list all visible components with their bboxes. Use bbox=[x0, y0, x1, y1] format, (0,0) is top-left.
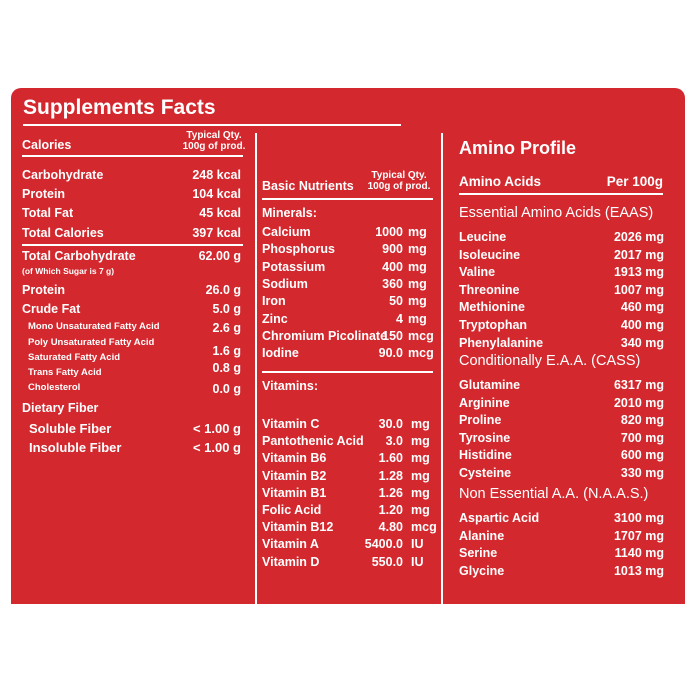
calorie-row-label: Carbohydrate bbox=[22, 168, 104, 182]
vitamin-unit: IU bbox=[411, 554, 424, 569]
fatty-acid-label: Mono Unsaturated Fatty Acid bbox=[28, 321, 160, 332]
amino-acid-label: Alanine bbox=[459, 528, 505, 543]
title-underline bbox=[23, 124, 401, 126]
amino-acid-label: Proline bbox=[459, 413, 502, 428]
fatty-acid-value: 1.6 g bbox=[212, 344, 241, 358]
vitamin-label: Vitamin B6 bbox=[262, 451, 327, 466]
amino-acids-header: Amino Acids bbox=[459, 174, 542, 189]
column-divider-right bbox=[441, 133, 443, 604]
mineral-unit: mcg bbox=[408, 328, 434, 343]
amino-section-title: Conditionally E.A.A. (CASS) bbox=[459, 353, 641, 369]
vitamin-unit: mg bbox=[411, 417, 430, 431]
calorie-row-label: Total Fat bbox=[22, 206, 74, 220]
vitamin-unit: mcg bbox=[411, 520, 437, 535]
calorie-row-label: Protein bbox=[22, 187, 66, 201]
amino-acid-label: Aspartic Acid bbox=[459, 511, 540, 525]
amino-acid-value: 460 mg bbox=[620, 300, 664, 315]
amino-acid-value: 330 mg bbox=[620, 466, 664, 480]
amino-section-title: Non Essential A.A. (N.A.A.S.) bbox=[459, 486, 649, 502]
amino-acid-label: Phenylalanine bbox=[459, 335, 544, 350]
amino-acid-label: Threonine bbox=[459, 282, 520, 297]
panel-title: Supplements Facts bbox=[23, 96, 216, 119]
total-calories-rule bbox=[22, 244, 243, 246]
vitamin-unit: mg bbox=[411, 434, 430, 449]
amino-acid-value: 1140 mg bbox=[614, 546, 664, 561]
vitamin-label: Pantothenic Acid bbox=[262, 434, 364, 449]
vitamin-value: 30.0 bbox=[378, 417, 403, 431]
vitamin-value: 3.0 bbox=[385, 434, 403, 449]
calorie-row-label: Total Calories bbox=[22, 226, 104, 240]
mineral-value: 50 bbox=[389, 294, 403, 309]
calorie-row-value: 397 kcal bbox=[192, 226, 241, 240]
mineral-value: 90.0 bbox=[378, 346, 403, 361]
supplement-facts-panel bbox=[11, 88, 685, 604]
amino-acid-value: 2026 mg bbox=[613, 230, 664, 244]
amino-acid-value: 1707 mg bbox=[613, 528, 664, 543]
fatty-acid-label: Poly Unsaturated Fatty Acid bbox=[28, 337, 155, 348]
calorie-row-value: 248 kcal bbox=[192, 168, 241, 182]
fatty-acid-label: Cholesterol bbox=[28, 382, 81, 393]
protein-value: 26.0 g bbox=[205, 283, 241, 297]
fiber-label: Insoluble Fiber bbox=[29, 440, 122, 455]
mineral-unit: mg bbox=[408, 242, 427, 257]
fatty-acid-label: Trans Fatty Acid bbox=[28, 367, 102, 378]
mineral-label: Calcium bbox=[262, 225, 311, 239]
vitamin-label: Vitamin B12 bbox=[262, 520, 334, 535]
vitamin-unit: mg bbox=[411, 503, 430, 517]
amino-acid-value: 600 mg bbox=[620, 448, 664, 463]
fatty-acid-label: Saturated Fatty Acid bbox=[28, 352, 121, 363]
amino-section-title: Essential Amino Acids (EAAS) bbox=[459, 205, 654, 221]
amino-acid-value: 400 mg bbox=[620, 318, 664, 332]
mineral-label: Chromium Picolinate bbox=[262, 328, 388, 343]
amino-acid-value: 1013 mg bbox=[613, 563, 664, 578]
calories-header: Calories bbox=[22, 138, 72, 152]
amino-acid-label: Methionine bbox=[459, 300, 525, 315]
vitamin-label: Vitamin B2 bbox=[262, 468, 327, 483]
mineral-unit: mcg bbox=[408, 346, 434, 361]
vitamin-value: 1.26 bbox=[378, 485, 403, 500]
amino-acid-value: 340 mg bbox=[620, 335, 664, 350]
amino-acid-label: Isoleucine bbox=[459, 247, 521, 262]
vitamin-label: Folic Acid bbox=[262, 503, 322, 517]
vitamin-value: 1.60 bbox=[378, 451, 403, 466]
vitamin-unit: mg bbox=[411, 468, 430, 483]
amino-profile-title: Amino Profile bbox=[459, 138, 577, 158]
mineral-unit: mg bbox=[408, 294, 427, 309]
vitamin-value: 4.80 bbox=[378, 520, 403, 535]
mineral-unit: mg bbox=[408, 225, 427, 239]
amino-acid-value: 2010 mg bbox=[613, 395, 664, 410]
vitamin-label: Vitamin B1 bbox=[262, 485, 327, 500]
mineral-label: Phosphorus bbox=[262, 242, 335, 257]
carbohydrate-label: Total Carbohydrate bbox=[22, 249, 136, 263]
vitamin-value: 1.28 bbox=[378, 468, 403, 483]
dietary-fiber-label: Dietary Fiber bbox=[22, 401, 99, 415]
nutrients-header-rule bbox=[262, 198, 433, 200]
amino-acid-value: 2017 mg bbox=[613, 247, 664, 262]
amino-acid-label: Tryptophan bbox=[459, 318, 528, 332]
amino-acid-label: Cysteine bbox=[459, 466, 512, 480]
mineral-label: Potassium bbox=[262, 259, 326, 274]
nutrients-qty-header: Typical Qty. 100g of prod. bbox=[367, 170, 431, 192]
mineral-unit: mg bbox=[408, 276, 427, 291]
nutrients-header: Basic Nutrients bbox=[262, 179, 354, 193]
mineral-label: Sodium bbox=[262, 276, 308, 291]
amino-acid-value: 3100 mg bbox=[613, 511, 664, 525]
mineral-unit: mg bbox=[408, 259, 427, 274]
calorie-row-value: 45 kcal bbox=[199, 206, 241, 220]
amino-acid-value: 700 mg bbox=[620, 430, 664, 445]
mineral-label: Iron bbox=[262, 294, 286, 309]
amino-acid-value: 6317 mg bbox=[613, 378, 664, 392]
amino-acid-label: Leucine bbox=[459, 230, 507, 244]
column-divider-left bbox=[255, 133, 257, 604]
vitamin-value: 5400.0 bbox=[364, 537, 403, 552]
amino-acid-value: 1913 mg bbox=[613, 265, 664, 280]
mineral-unit: mg bbox=[408, 311, 427, 326]
mineral-value: 1000 bbox=[375, 225, 403, 239]
amino-header-rule bbox=[459, 193, 663, 195]
crude-fat-value: 5.0 g bbox=[212, 302, 241, 316]
carbohydrate-value: 62.00 g bbox=[198, 249, 241, 263]
vitamin-unit: mg bbox=[411, 485, 430, 500]
minerals-rule bbox=[262, 371, 433, 373]
vitamin-label: Vitamin A bbox=[262, 537, 319, 552]
amino-acid-label: Valine bbox=[459, 265, 496, 280]
fatty-acid-value: 0.8 g bbox=[212, 361, 241, 375]
fiber-value: < 1.00 g bbox=[192, 421, 241, 436]
mineral-value: 4 bbox=[396, 311, 403, 326]
mineral-value: 900 bbox=[382, 242, 403, 257]
per-100g-header: Per 100g bbox=[606, 174, 663, 189]
mineral-label: Zinc bbox=[262, 311, 288, 326]
amino-acid-label: Serine bbox=[459, 546, 498, 561]
mineral-value: 360 bbox=[382, 276, 403, 291]
sugar-note: (of Which Sugar is 7 g) bbox=[22, 266, 115, 276]
calorie-row-value: 104 kcal bbox=[192, 187, 241, 201]
crude-fat-label: Crude Fat bbox=[22, 302, 81, 316]
vitamin-value: 550.0 bbox=[371, 554, 403, 569]
vitamin-unit: mg bbox=[411, 451, 430, 466]
protein-label: Protein bbox=[22, 283, 66, 297]
amino-acid-label: Histidine bbox=[459, 448, 512, 463]
fiber-label: Soluble Fiber bbox=[29, 421, 112, 436]
amino-acid-label: Glutamine bbox=[459, 378, 521, 392]
vitamin-label: Vitamin C bbox=[262, 417, 320, 431]
vitamin-unit: IU bbox=[411, 537, 424, 552]
calories-header-rule bbox=[22, 155, 243, 157]
mineral-value: 400 bbox=[382, 259, 403, 274]
minerals-label: Minerals: bbox=[262, 206, 317, 220]
mineral-label: Iodine bbox=[262, 346, 299, 361]
amino-acid-value: 1007 mg bbox=[613, 282, 664, 297]
vitamin-value: 1.20 bbox=[378, 503, 403, 517]
amino-acid-label: Glycine bbox=[459, 563, 505, 578]
amino-acid-label: Arginine bbox=[459, 395, 510, 410]
fiber-value: < 1.00 g bbox=[192, 440, 241, 455]
mineral-value: 150 bbox=[382, 328, 403, 343]
fatty-acid-value: 2.6 g bbox=[212, 321, 241, 335]
vitamins-label: Vitamins: bbox=[262, 379, 319, 393]
fatty-acid-value: 0.0 g bbox=[212, 382, 241, 396]
vitamin-label: Vitamin D bbox=[262, 554, 320, 569]
calories-qty-header: Typical Qty. 100g of prod. bbox=[182, 130, 246, 152]
amino-acid-value: 820 mg bbox=[620, 413, 664, 428]
amino-acid-label: Tyrosine bbox=[459, 430, 511, 445]
